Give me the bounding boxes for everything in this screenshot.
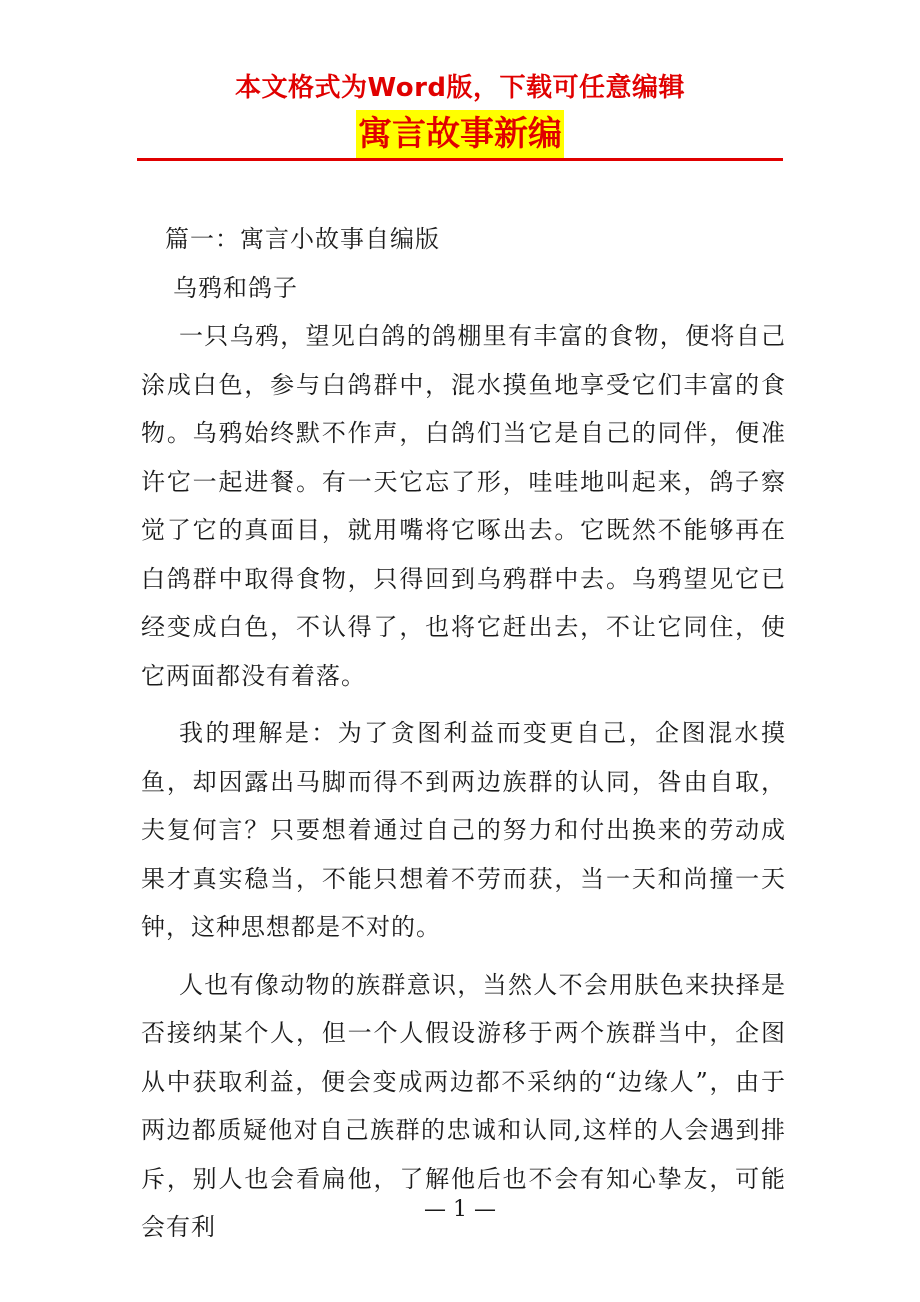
- document-body: [141, 215, 786, 1261]
- title-container: [0, 110, 920, 158]
- paragraph-interpretation: 我的理解是：为了贪图利益而变更自己，企图混水摸鱼，却因露出马脚而得不到两边族群的认同，咎由自取，夫复何言？只要想着通过自己的努力和付出换来的劳动成果才真实稳当，不能只想着不劳而获，当一天和尚撞一天钟，这种思想都是不对的。: [141, 719, 786, 941]
- story-title: 乌鸦和鸽子: [173, 273, 298, 302]
- section-heading: 篇一：寓言小故事自编版: [165, 225, 440, 253]
- paragraph-reflection: 人也有像动物的族群意识，当然人不会用肤色来抉择是否接纳某个人，但一个人假设游移于两个族群当中，企图从中获取利益，便会变成两边都不采纳的“边缘人”，由于两边都质疑他对自己族群的忠诚和认同,这样的人会遇到排斥，别人也会看扁他，了解他后也不会有知心挚友，可能会有利: [141, 970, 786, 1241]
- paragraph-story: 一只乌鸦，望见白鸽的鸽棚里有丰富的食物，便将自己涂成白色，参与白鸽群中，混水摸鱼地享受它们丰富的食物。乌鸦始终默不作声，白鸽们当它是自己的同伴，便准许它一起进餐。有一天它忘了形，哇哇地叫起来，鸽子察觉了它的真面目，就用嘴将它啄出去。它既然不能够再在白鸽群中取得食物，只得回到乌鸦群中去。乌鸦望见它已经变成白色，不认得了，也将它赶出去，不让它同住，使它两面都没有着落。: [141, 322, 786, 690]
- page-number: — 1 —: [424, 1197, 496, 1222]
- title-divider: [137, 158, 783, 161]
- document-title: 寓言故事新编: [356, 110, 564, 158]
- download-banner: 本文格式为Word版，下载可任意编辑: [234, 73, 686, 103]
